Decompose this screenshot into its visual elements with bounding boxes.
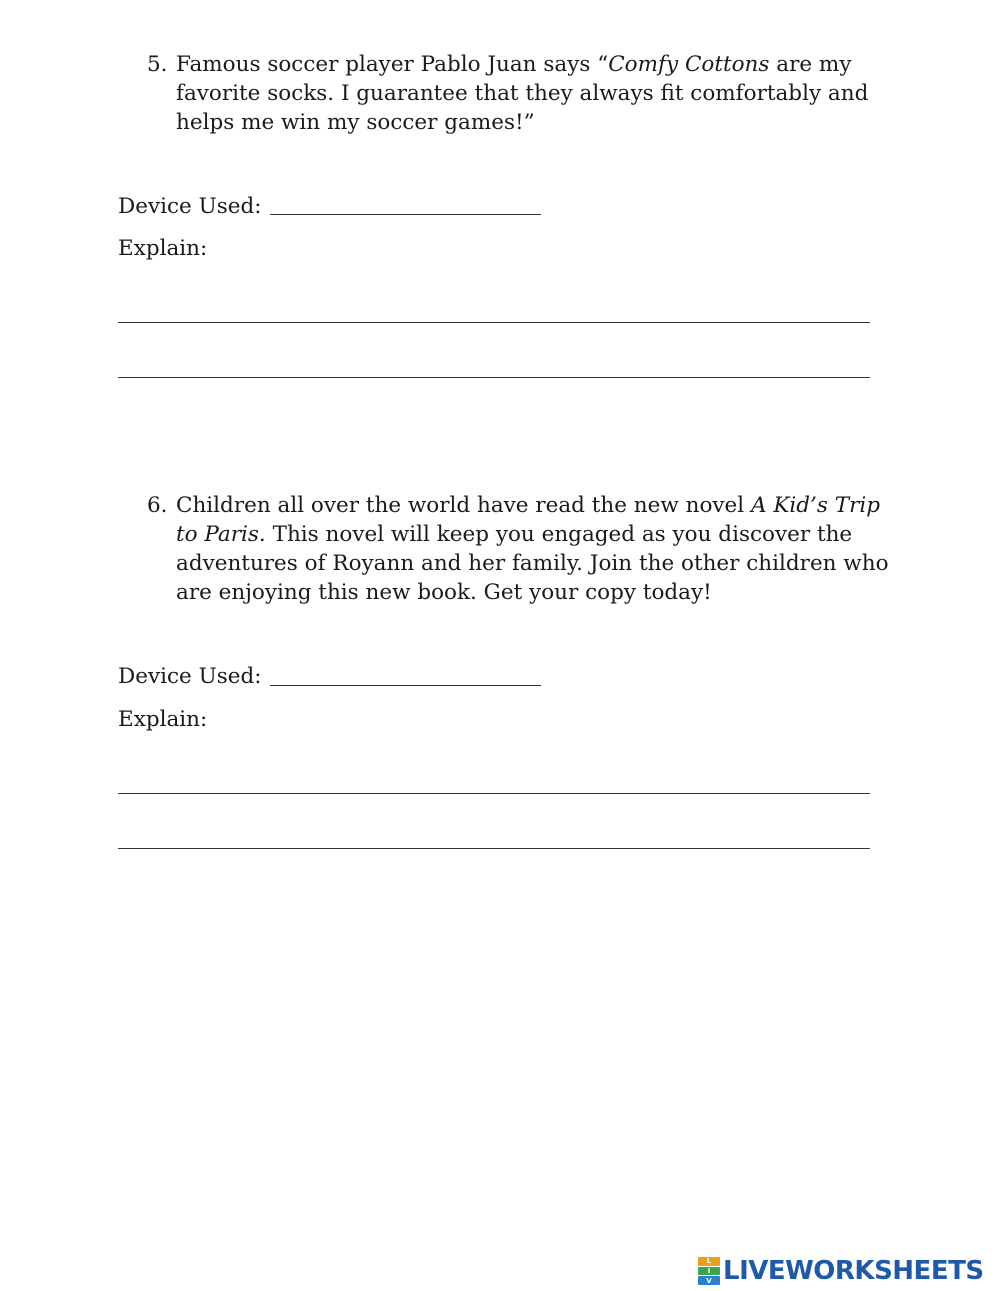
device-used-answer-line[interactable] — [270, 214, 541, 215]
logo-text: LIVEWORKSHEETS — [723, 1256, 984, 1286]
liveworksheets-logo — [698, 1255, 984, 1287]
book-title: A Kid’s Trip to Paris. — [176, 493, 881, 547]
explain-answer-line-1[interactable] — [118, 322, 870, 323]
question-text: Children all over the world have read the new novel A Kid’s Trip to Paris. This novel will keep you engaged as you discover the adventures of Royann and her family. Join the other children who are enjoying this new book. Get your copy today! — [176, 493, 889, 605]
device-used-label: Device Used: — [118, 664, 262, 689]
question-text: Famous soccer player Pablo Juan says “Comfy Cottons are my favorite socks. I guarantee that they always fit comfortably and helps me win my soccer games!” — [176, 52, 869, 135]
question-number: 5. — [147, 52, 168, 77]
liveworksheets-mark-icon: L I V — [698, 1257, 720, 1285]
device-used-label: Device Used: — [118, 194, 262, 219]
product-name: Comfy Cottons — [608, 52, 770, 77]
explain-answer-line-2[interactable] — [118, 377, 870, 378]
explain-label: Explain: — [118, 707, 208, 732]
question-number: 6. — [147, 493, 168, 518]
explain-answer-line-2[interactable] — [118, 848, 870, 849]
device-used-answer-line[interactable] — [270, 685, 541, 686]
explain-label: Explain: — [118, 236, 208, 261]
explain-answer-line-1[interactable] — [118, 793, 870, 794]
